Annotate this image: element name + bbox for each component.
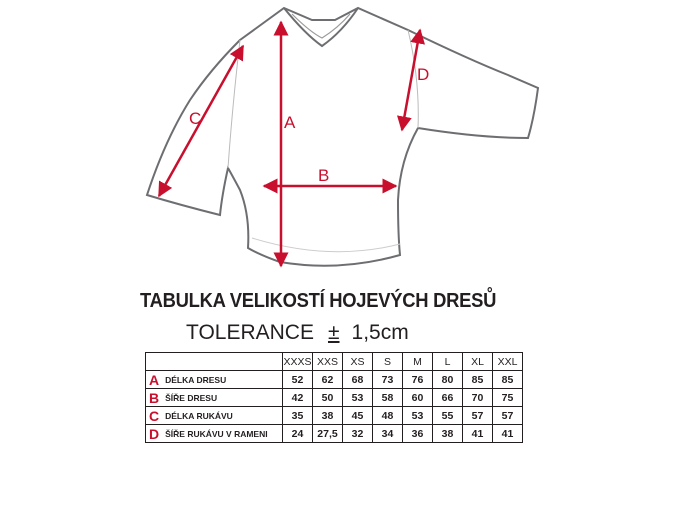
size-header-cell: L: [433, 353, 463, 371]
table-cell: 57: [493, 407, 523, 425]
table-header-row: [146, 353, 523, 371]
table-cell: 38: [313, 407, 343, 425]
table-cell: 50: [313, 389, 343, 407]
row-label-cell: [146, 425, 283, 443]
table-cell: 32: [343, 425, 373, 443]
table-cell: 36: [403, 425, 433, 443]
table-row: [146, 407, 523, 425]
label-c: C: [189, 109, 202, 128]
table-cell: 24: [283, 425, 313, 443]
label-d: D: [417, 65, 430, 84]
table-cell: 52: [283, 371, 313, 389]
size-header-cell: XL: [463, 353, 493, 371]
table-cell: 41: [463, 425, 493, 443]
measurement-letter: B: [149, 389, 160, 406]
table-cell: 48: [373, 407, 403, 425]
measurement-name: DÉLKA RUKÁVU: [165, 410, 233, 421]
label-b: B: [318, 166, 330, 185]
measurement-name: ŠÍŘE RUKÁVU V RAMENI: [165, 428, 268, 439]
table-cell: 62: [313, 371, 343, 389]
table-cell: 73: [373, 371, 403, 389]
header-blank-cell: [146, 353, 283, 371]
table-cell: 85: [493, 371, 523, 389]
table-row: [146, 371, 523, 389]
size-header-cell: XS: [343, 353, 373, 371]
table-cell: 66: [433, 389, 463, 407]
table-cell: 60: [403, 389, 433, 407]
measurement-letter: C: [149, 407, 160, 424]
size-header-cell: S: [373, 353, 403, 371]
table-cell: 45: [343, 407, 373, 425]
table-cell: 42: [283, 389, 313, 407]
row-label-cell: [146, 371, 283, 389]
size-header-cell: M: [403, 353, 433, 371]
table-cell: 53: [403, 407, 433, 425]
table-cell: 57: [463, 407, 493, 425]
size-table: [145, 352, 523, 443]
row-label-cell: [146, 389, 283, 407]
tolerance-value: 1,5cm: [351, 321, 409, 344]
table-row: [146, 425, 523, 443]
measurement-name: ŠÍŘE DRESU: [165, 392, 218, 403]
size-header-cell: XXS: [313, 353, 343, 371]
chart-title: TABULKA VELIKOSTÍ HOJEVÝCH DRESŮ: [140, 290, 497, 312]
table-cell: 85: [463, 371, 493, 389]
table-row: [146, 389, 523, 407]
table-cell: 80: [433, 371, 463, 389]
table-cell: 27,5: [313, 425, 343, 443]
jersey-outline: [147, 8, 538, 266]
table-cell: 75: [493, 389, 523, 407]
table-cell: 38: [433, 425, 463, 443]
table-cell: 68: [343, 371, 373, 389]
tolerance-symbol: ±: [327, 321, 340, 344]
size-header-cell: XXL: [493, 353, 523, 371]
measurement-name: DÉLKA DRESU: [165, 374, 227, 385]
size-header-cell: XXXS: [283, 353, 313, 371]
table-cell: 70: [463, 389, 493, 407]
measurement-letter: A: [149, 371, 160, 388]
tolerance-line: [186, 321, 409, 345]
table-cell: 34: [373, 425, 403, 443]
row-label-cell: [146, 407, 283, 425]
table-cell: 58: [373, 389, 403, 407]
label-a: A: [284, 113, 296, 132]
table-cell: 35: [283, 407, 313, 425]
table-cell: 76: [403, 371, 433, 389]
measurement-letter: D: [149, 425, 160, 442]
table-cell: 55: [433, 407, 463, 425]
tolerance-label: TOLERANCE: [186, 321, 314, 344]
table-cell: 53: [343, 389, 373, 407]
table-cell: 41: [493, 425, 523, 443]
